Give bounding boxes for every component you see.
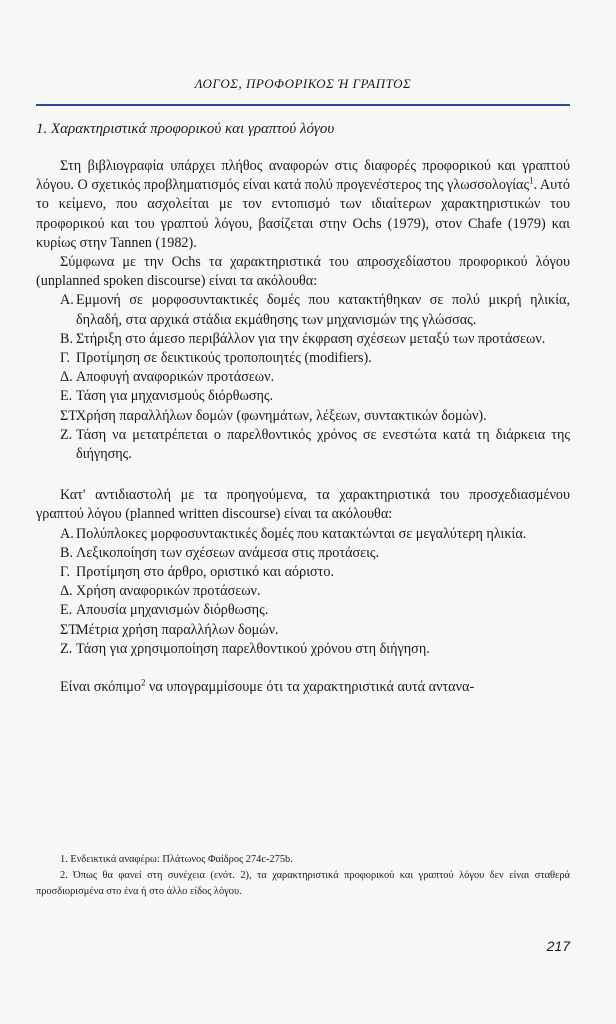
section-spacer [36, 464, 570, 486]
list-item-text: Χρήση παραλλήλων δομών (φωνημάτων, λέξεων, συντακτικών δομών). [76, 407, 487, 424]
list-item-text: Στήριξη στο άμεσο περιβάλλον για την έκφραση σχέσεων μεταξύ των προτάσεων. [76, 330, 546, 347]
header-rule [36, 104, 570, 106]
list-item-text: Απουσία μηχανισμών διόρθωσης. [76, 602, 269, 619]
list-marker: Γ. [60, 350, 71, 367]
list-item [36, 407, 570, 426]
footnote-1: 1. Ενδεικτικά αναφέρω: Πλάτωνος Φαίδρος 274c-275b. [60, 854, 293, 865]
list-item-text: Αποφυγή αναφορικών προτάσεων. [76, 369, 275, 386]
list-marker: ΣΤ. [60, 621, 80, 638]
list-item [36, 563, 570, 582]
list-marker: Δ. [60, 583, 73, 600]
list-item [36, 525, 570, 544]
list-item [36, 621, 570, 640]
list-item [36, 582, 570, 601]
paragraph-closing-part-b: να υπογραμμίσουμε ότι τα χαρακτηριστικά αυτά αντανα- [145, 679, 475, 696]
footnote-ref-1[interactable]: 1 [529, 175, 534, 186]
list-marker: Ε. [60, 602, 73, 619]
list-marker: Δ. [60, 369, 73, 386]
list-item [36, 544, 570, 563]
list-item [36, 387, 570, 406]
list-item [36, 426, 570, 464]
unplanned-features-list [36, 291, 570, 464]
list-item-text: Χρήση αναφορικών προτάσεων. [76, 583, 261, 600]
footnote-ref-2[interactable]: 2 [140, 677, 146, 688]
list-marker: Γ. [60, 564, 71, 581]
section-spacer [36, 659, 570, 678]
list-item-text: Εμμονή σε μορφοσυντακτικές δομές που κατακτήθηκαν σε πολύ μικρή ηλικία, δηλαδή, στα αρχικά στάδια εκμάθησης των μηχανισμών της γλώσσας. [76, 292, 570, 328]
list-marker: Ζ. [60, 426, 73, 443]
footnotes [36, 852, 570, 900]
paragraph-intro [36, 157, 570, 253]
list-marker: Β. [60, 330, 74, 347]
list-item-text: Τάση να μετατρέπεται ο παρελθοντικός χρόνος σε ενεστώτα κατά τη διάρκεια της διήγησης. [76, 426, 570, 463]
list-item-text: Μέτρια χρήση παραλλήλων δομών. [76, 621, 279, 638]
list-item-text: Προτίμηση στο άρθρο, οριστικό και αόριστο. [76, 564, 335, 581]
list-item [36, 330, 570, 349]
paragraph-contrast: Κατ' αντιδιαστολή με τα προηγούμενα, τα χαρακτηριστικά του προσχεδιασμένου γραπτού λόγου (planned written discourse) είναι τα ακόλουθα: [36, 487, 570, 523]
paragraph-intro-part-a: Στη βιβλιογραφία υπάρχει πλήθος αναφορών στις διαφορές προφορικού και γραπτού λόγου. Ο σχετικός προβληματισμός είναι κατά πολύ προγενέστερος της γλωσσολογίας [36, 158, 570, 194]
section-title: 1. Χαρακτηριστικά προφορικού και γραπτού λόγου [36, 121, 335, 137]
list-marker: Α. [60, 525, 74, 542]
list-item [36, 291, 570, 329]
list-marker: ΣΤ. [60, 407, 80, 424]
paragraph-ochs: Σύμφωνα με την Ochs τα χαρακτηριστικά του απροσχεδίαστου προφορικού λόγου (unplanned spoken discourse) είναι τα ακόλουθα: [36, 254, 570, 290]
list-item-text: Τάση για χρησιμοποίηση παρελθοντικού χρόνου στη διήγηση. [76, 640, 430, 657]
list-marker: Ε. [60, 388, 73, 405]
list-item-text: Λεξικοποίηση των σχέσεων ανάμεσα στις προτάσεις. [76, 544, 380, 561]
running-head: ΛΟΓΟΣ, ΠΡΟΦΟΡΙΚΟΣ Ή ΓΡΑΠΤΟΣ [194, 76, 412, 91]
list-item [36, 368, 570, 387]
list-marker: Ζ. [60, 640, 73, 657]
book-page [36, 0, 570, 1024]
paragraph-intro-part-b: . Αυτό το κείμενο, που ασχολείται με τον εντοπισμό των ιδιαίτερων χαρακτηριστικών του προφορικού και του γραπτού λόγου, βασίζεται στην Ochs (1979), στον Chafe (1979) και κυρίως στην Tannen (1982). [36, 177, 570, 251]
page-number: 217 [546, 938, 570, 954]
list-marker: Β. [60, 544, 74, 561]
paragraph-closing [36, 678, 570, 697]
paragraph-closing-part-a: Είναι σκόπιμο [60, 679, 141, 696]
list-item-text: Τάση για μηχανισμούς διόρθωσης. [76, 388, 274, 405]
list-item [36, 640, 570, 659]
list-item-text: Προτίμηση σε δεικτικούς τροποποιητές (modifiers). [76, 350, 372, 367]
footnote-2: 2. Όπως θα φανεί στη συνέχεια (ενότ. 2), τα χαρακτηριστικά προφορικού και γραπτού λόγου δεν είναι σταθερά προσδιορισμένα στο ένα ή στο άλλο είδος λόγου. [36, 870, 570, 897]
list-item [36, 349, 570, 368]
list-item [36, 601, 570, 620]
list-marker: Α. [60, 292, 74, 309]
list-item-text: Πολύπλοκες μορφοσυντακτικές δομές που κατακτώνται σε μεγαλύτερη ηλικία. [76, 525, 527, 542]
body-text [36, 157, 570, 697]
planned-features-list [36, 525, 570, 659]
